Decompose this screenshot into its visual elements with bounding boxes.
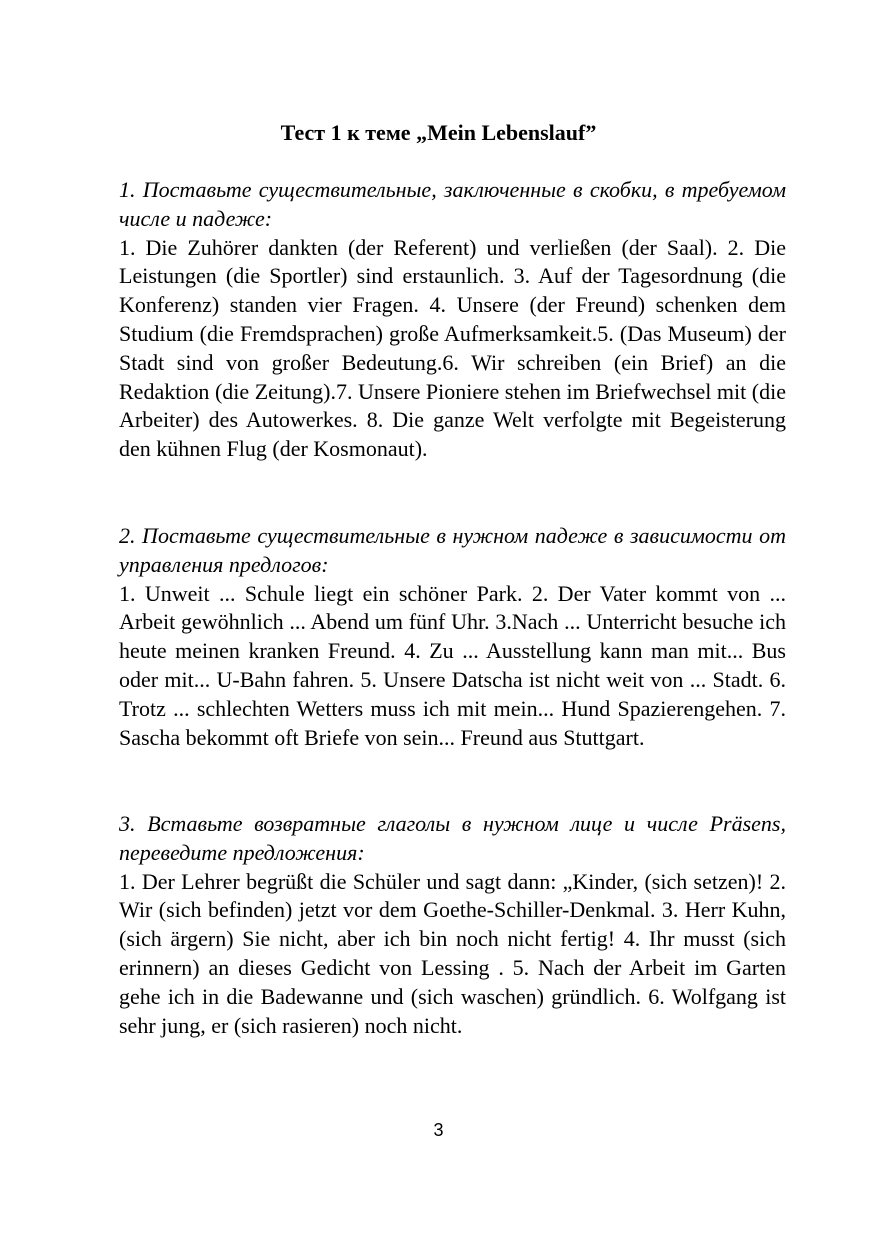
exercise-3-instruction: 3. Вставьте возвратные глаголы в нужном лице и числе Präsens, переведите предложения: [119,811,786,865]
exercise-3-text: 1. Der Lehrer begrüßt die Schüler und sagt dann: „Kinder, (sich setzen)! 2. Wir (sich befinden) jetzt vor dem Goethe-Schiller-Denkmal. 3. Herr Kuhn, (sich ärgern) Sie nicht, aber ich bin noch nicht fertig! 4. Ihr musst (sich erinnern) an dieses Gedicht von Lessing . 5. Nach der Arbeit im Garten gehe ich in die Badewanne und (sich waschen) gründlich. 6. Wolfgang ist sehr jung, er (sich rasieren) noch nicht. [119,868,786,1038]
exercise-2-instruction: 2. Поставьте существительные в нужном падеже в зависимости от управления предлогов: [119,523,786,577]
exercise-1-text: 1. Die Zuhörer dankten (der Referent) und verließen (der Saal). 2. Die Leistungen (die Sportler) sind erstaunlich. 3. Auf der Tagesordnung (die Konferenz) standen vier Fragen. 4. Unsere (der Freund) schenken dem Studium (die Fremdsprachen) große Aufmerksamkeit.5. (Das Museum) der Stadt sind von großer Bedeutung.6. Wir schreiben (ein Brief) an die Redaktion (die Zeitung).7. Unsere Pioniere stehen im Briefwechsel mit (die Arbeiter) des Autowerkes. 8. Die ganze Welt verfolgte mit Begeisterung den kühnen Flug (der Kosmonaut). [119,234,786,462]
exercise-1-instruction: 1. Поставьте существительные, заключенные в скобки, в требуемом числе и падеже: [119,177,786,231]
exercise-2-text: 1. Unweit ... Schule liegt ein schöner Park. 2. Der Vater kommt von ... Arbeit gewöhnlich ... Abend um fünf Uhr. 3.Nach ... Unterricht besuche ich heute meinen kranken Freund. 4. Zu ... Ausstellung kann man mit... Bus oder mit... U-Bahn fahren. 5. Unsere Datscha ist nicht weit von ... Stadt. 6. Trotz ... schlechten Wetters muss ich mit mein... Hund Spazierengehen. 7. Sascha bekommt oft Briefe von sein... Freund aus Stuttgart. [119,580,786,750]
page-number: 3 [433,1120,444,1140]
exercise-3 [119,810,786,1040]
exercise-2 [119,522,786,752]
exercise-1 [119,176,786,464]
page-title: Тест 1 к теме „Mein Lebenslauf” [280,120,597,145]
